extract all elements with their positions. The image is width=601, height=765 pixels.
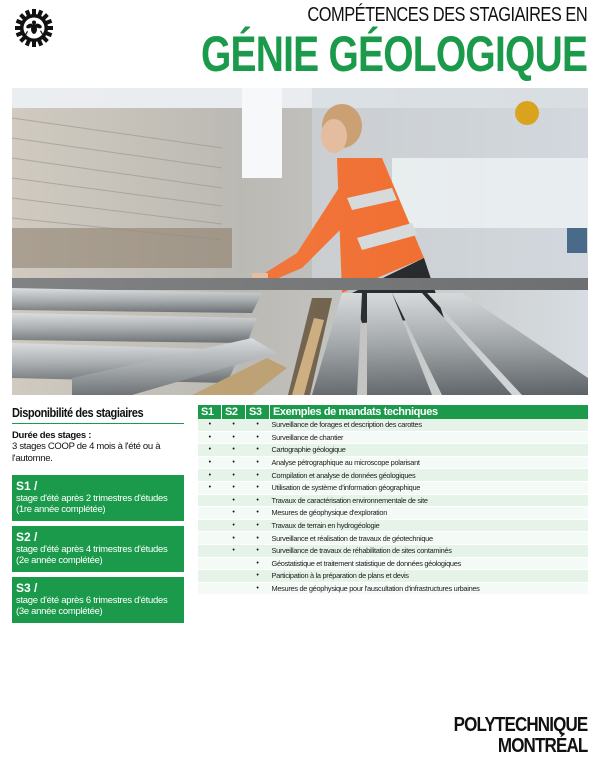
availability-dot-s2: • (222, 419, 246, 431)
availability-dot-s2: • (222, 444, 246, 457)
availability-dot-s3: • (246, 481, 270, 494)
section-divider (12, 423, 184, 424)
table-row (198, 419, 588, 431)
polytechnique-montreal-logo (453, 715, 587, 757)
mandate-text: Participation à la préparation de plans et devis (270, 570, 589, 583)
header-s1: S1 (198, 405, 222, 419)
availability-title: Disponibilité des stagiaires (12, 405, 144, 420)
availability-dot-s2: • (222, 469, 246, 482)
page-title-line1: COMPÉTENCES DES STAGIAIRES EN (307, 4, 587, 26)
availability-dot-s3: • (246, 532, 270, 545)
availability-dot-s3: • (246, 582, 270, 595)
polytechnique-gear-logo-icon (14, 8, 54, 48)
availability-dot-s2: • (222, 456, 246, 469)
table-row (198, 570, 588, 583)
stage-code: S3 / (16, 581, 38, 595)
header-s3: S3 (246, 405, 270, 419)
stage-code: S1 / (16, 479, 38, 493)
availability-dot-s3: • (246, 519, 270, 532)
availability-dot-s1 (198, 557, 222, 570)
table-row (198, 469, 588, 482)
table-row (198, 582, 588, 595)
availability-dot-s3: • (246, 557, 270, 570)
mandate-text: Cartographie géologique (270, 444, 589, 457)
stage-year: (1re année complétée) (16, 504, 106, 515)
table-row (198, 481, 588, 494)
stage-year: (3e année complétée) (16, 606, 103, 617)
availability-dot-s1 (198, 507, 222, 520)
availability-dot-s1: • (198, 469, 222, 482)
availability-dot-s2: • (222, 532, 246, 545)
duration-text: 3 stages COOP de 4 mois à l'été ou à l'automne. (12, 441, 161, 464)
availability-dot-s1 (198, 519, 222, 532)
logo-line2: MONTRÉAL (497, 735, 587, 757)
availability-dot-s3: • (246, 570, 270, 583)
availability-dot-s1: • (198, 481, 222, 494)
availability-dot-s3: • (246, 507, 270, 520)
availability-dot-s2: • (222, 481, 246, 494)
mandate-text: Surveillance de travaux de réhabilitation de sites contaminés (270, 544, 589, 557)
availability-dot-s1: • (198, 431, 222, 444)
table-row (198, 519, 588, 532)
mandate-text: Travaux de terrain en hydrogéologie (270, 519, 589, 532)
table-row (198, 431, 588, 444)
availability-dot-s3: • (246, 444, 270, 457)
availability-dot-s2: • (222, 494, 246, 507)
table-row (198, 456, 588, 469)
availability-dot-s1 (198, 570, 222, 583)
availability-dot-s1 (198, 532, 222, 545)
mandate-text: Analyse pétrographique au microscope polarisant (270, 456, 589, 469)
availability-dot-s3: • (246, 544, 270, 557)
table-row (198, 444, 588, 457)
stage-description: stage d'été après 4 trimestres d'études (16, 544, 168, 555)
availability-dot-s2: • (222, 544, 246, 557)
mandate-text: Surveillance de forages et description des carottes (270, 419, 589, 431)
stage-box-s3 (12, 577, 184, 623)
availability-dot-s1: • (198, 419, 222, 431)
availability-dot-s3: • (246, 469, 270, 482)
duration-label: Durée des stages : (12, 430, 92, 441)
availability-dot-s1 (198, 494, 222, 507)
availability-dot-s2 (222, 557, 246, 570)
mandate-text: Travaux de caractérisation environnementale de site (270, 494, 589, 507)
mandate-text: Surveillance de chantier (270, 431, 589, 444)
mandate-text: Utilisation de système d'information géographique (270, 481, 589, 494)
table-row (198, 532, 588, 545)
header-s2: S2 (222, 405, 246, 419)
availability-dot-s2: • (222, 431, 246, 444)
hero-photo (12, 88, 588, 395)
stage-box-s2 (12, 526, 184, 572)
table-row (198, 494, 588, 507)
availability-dot-s1 (198, 544, 222, 557)
availability-dot-s1 (198, 582, 222, 595)
stage-code: S2 / (16, 530, 38, 544)
table-row (198, 557, 588, 570)
mandate-text: Compilation et analyse de données géologiques (270, 469, 589, 482)
availability-section (12, 405, 184, 628)
stage-description: stage d'été après 6 trimestres d'études (16, 595, 168, 606)
mandate-text: Surveillance et réalisation de travaux de géotechnique (270, 532, 589, 545)
availability-dot-s2: • (222, 507, 246, 520)
availability-dot-s2: • (222, 519, 246, 532)
availability-dot-s1: • (198, 456, 222, 469)
mandate-text: Mesures de géophysique pour l'auscultation d'infrastructures urbaines (270, 582, 589, 595)
logo-line1: POLYTECHNIQUE (453, 714, 587, 736)
stage-description: stage d'été après 2 trimestres d'études (16, 493, 168, 504)
availability-dot-s2 (222, 570, 246, 583)
stage-year: (2e année complétée) (16, 555, 103, 566)
availability-dot-s3: • (246, 494, 270, 507)
table-body (198, 419, 588, 595)
availability-dot-s3: • (246, 419, 270, 431)
availability-dot-s3: • (246, 456, 270, 469)
mandate-text: Mesures de géophysique d'exploration (270, 507, 589, 520)
header-mandates: Exemples de mandats techniques (270, 405, 589, 419)
stage-box-s1 (12, 475, 184, 521)
table-row (198, 544, 588, 557)
availability-dot-s1: • (198, 444, 222, 457)
table-header-row (198, 405, 588, 419)
page-title-line2: GÉNIE GÉOLOGIQUE (200, 26, 587, 82)
availability-dot-s2 (222, 582, 246, 595)
mandates-table (198, 405, 588, 595)
availability-dot-s3: • (246, 431, 270, 444)
table-row (198, 507, 588, 520)
mandate-text: Géostatistique et traitement statistique de données géologiques (270, 557, 589, 570)
